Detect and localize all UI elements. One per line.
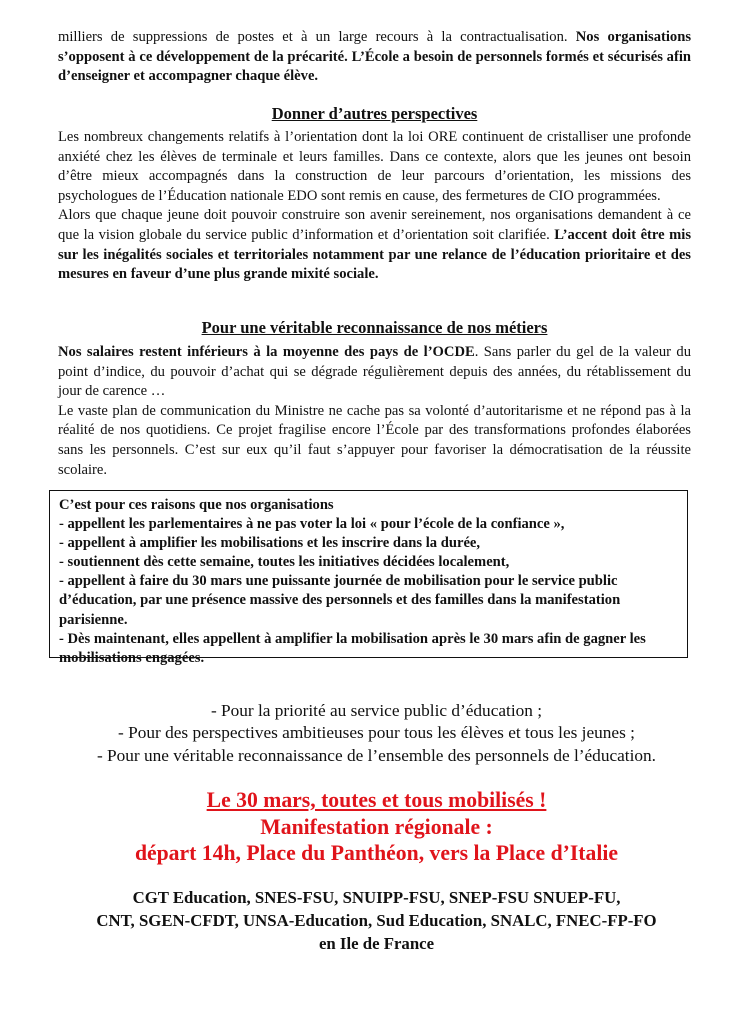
demand-item: - soutiennent dès cette semaine, toutes les initiatives décidées localement, <box>59 554 510 571</box>
priority-item: - Pour une véritable reconnaissance de l’ensemble des personnels de l’éducation. <box>96 745 657 765</box>
demands-box <box>49 490 688 666</box>
section-perspectives-body <box>58 128 691 285</box>
perspectives-paragraph-2-bold: L’accent doit être mis sur les inégalités sociales et territoriales notamment par une relance de l’éducation prioritaire et des mesures en faveur d’une plus grande mixité sociale. <box>58 226 692 283</box>
perspectives-paragraph-1: Les nombreux changements relatifs à l’orientation dont la loi ORE continuent de cristalliser une profonde anxiété chez les élèves de terminale et leurs familles. Dans ce contexte, alors que les jeunes ont besoin d’être mieux accompagnés dans la construction de leur parcours d’orientation, les missions des psychologues de l’Éducation nationale EDO sont remis en cause, des fermetures de CIO programmées. <box>58 129 691 204</box>
signatories-line: CNT, SGEN-CFDT, UNSA-Education, Sud Education, SNALC, FNEC-FP-FO <box>96 910 657 930</box>
priority-item: - Pour la priorité au service public d’éducation ; <box>210 701 543 720</box>
section-reconnaissance-body <box>58 343 691 480</box>
intro-bold-text: Nos organisations s’opposent à ce développement de la précarité. L’École a besoin de personnels formés et sécurisés afin d’enseigner et accompagner chaque élève. <box>58 29 691 85</box>
signatories <box>0 887 753 955</box>
demand-item: - Dès maintenant, elles appellent à amplifier la mobilisation après le 30 mars afin de gagner les mobilisations engagées. <box>59 630 646 666</box>
perspectives-paragraph-2 <box>58 206 691 284</box>
demands-intro: C’est pour ces raisons que nos organisations <box>59 497 334 513</box>
intro-paragraph <box>58 28 691 87</box>
mobilisation-call <box>0 787 753 867</box>
call-route: départ 14h, Place du Panthéon, vers la Place d’Italie <box>134 841 619 866</box>
signatories-region: en Ile de France <box>318 933 435 953</box>
reconnaissance-paragraph-1 <box>58 343 691 402</box>
section-heading-perspectives: Donner d’autres perspectives <box>271 104 478 123</box>
priority-item: - Pour des perspectives ambitieuses pour tous les élèves et tous les jeunes ; <box>118 723 635 743</box>
reconnaissance-paragraph-2: Le vaste plan de communication du Ministre ne cache pas sa volonté d’autoritarisme et ne répond pas à la réalité de nos quotidiens. Ce projet fragilise encore l’École par des transformations profondes élaborées sans les personnels. C’est sur eux qu’il faut s’appuyer pour favoriser la démocratisation de la réussite scolaire. <box>58 402 691 478</box>
reconnaissance-paragraph-1-text: . Sans parler du gel de la valeur du point d’indice, du pouvoir d’achat qui se dégrade régulièrement depuis des années, du rétablissement du jour de carence … <box>58 344 691 400</box>
signatories-line: CGT Education, SNES-FSU, SNUIPP-FSU, SNEP-FSU SNUEP-FU, <box>132 888 621 907</box>
call-event: Manifestation régionale : <box>260 814 493 839</box>
call-headline: Le 30 mars, toutes et tous mobilisés ! <box>206 788 547 812</box>
demand-item: - appellent à faire du 30 mars une puissante journée de mobilisation pour le service public d’éducation, par une présence massive des personnels et des familles dans la manifestation parisienne. <box>59 573 621 628</box>
demand-item: - appellent les parlementaires à ne pas voter la loi « pour l’école de la confiance », <box>59 516 565 533</box>
section-heading-reconnaissance: Pour une véritable reconnaissance de nos métiers <box>201 318 548 337</box>
reconnaissance-paragraph-1-bold: Nos salaires restent inférieurs à la moyenne des pays de l’OCDE <box>58 344 475 360</box>
intro-text: milliers de suppressions de postes et à un large recours à la contractualisation. <box>58 29 576 45</box>
demand-item: - appellent à amplifier les mobilisations et les inscrire dans la durée, <box>59 535 481 552</box>
priorities-list <box>0 700 753 767</box>
perspectives-paragraph-2-text: Alors que chaque jeune doit pouvoir construire son avenir sereinement, nos organisations demandent à ce que la vision globale du service public d’information et d’orientation soit clarifiée. <box>58 207 691 243</box>
